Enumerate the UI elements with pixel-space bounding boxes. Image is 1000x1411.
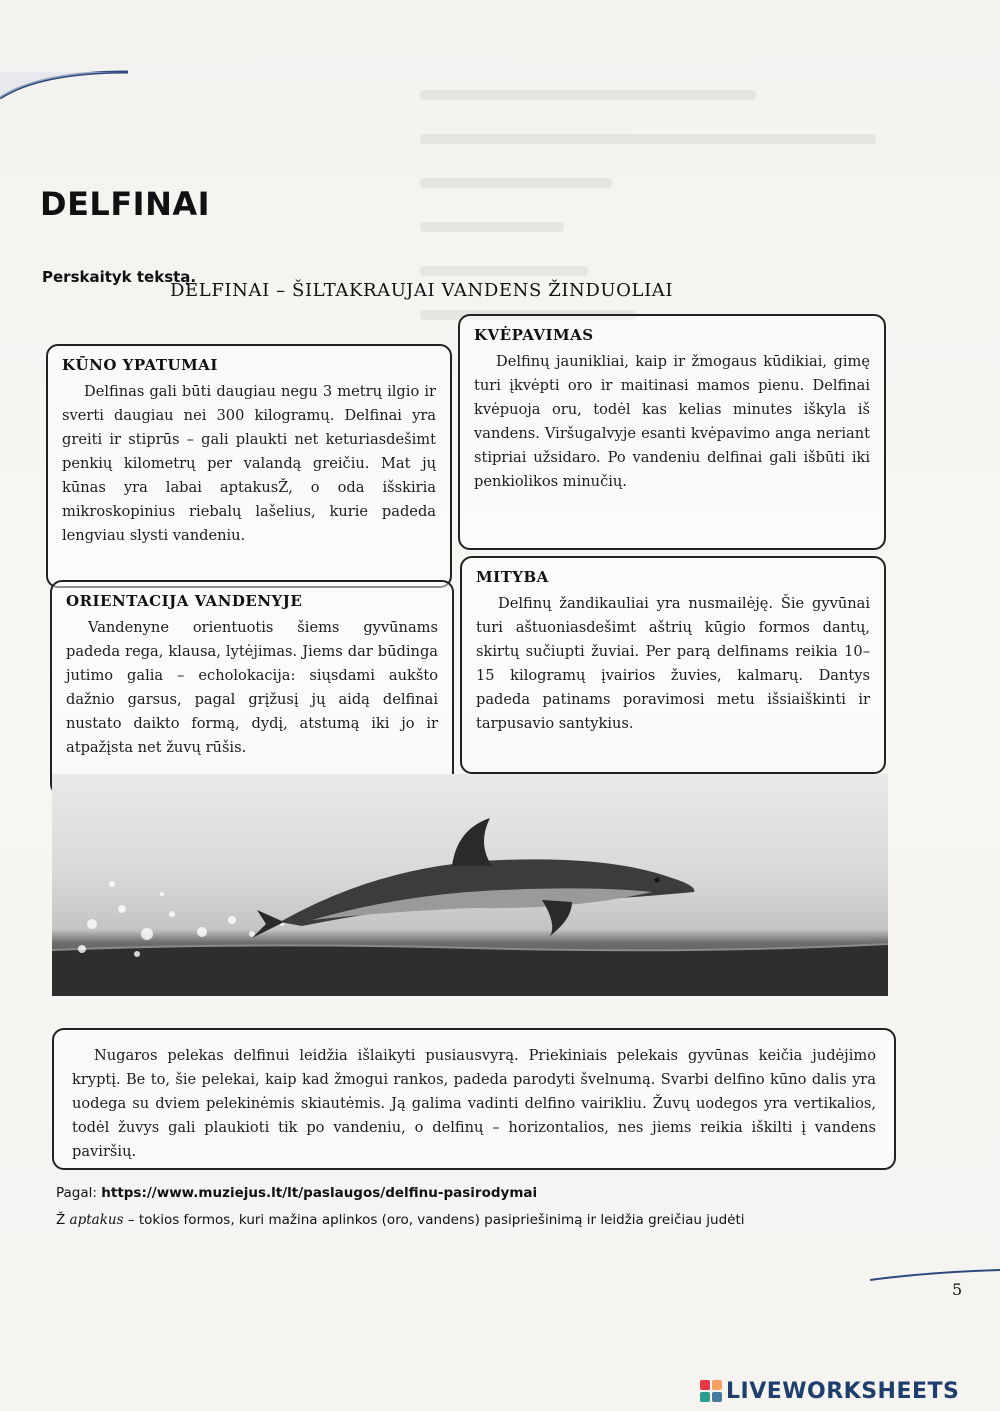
section-text: Vandenyne orientuotis šiems gyvūnams padeda rega, klausa, lytėjimas. Jiems dar būdinga jutimo galia – echolokacija: siųsdami aukšto dažnio garsus, pagal grįžusį jų aidą delfinai nustato daikto formą, dydį, atstumą iki jo ir atpažįsta net žuvų rūšis. xyxy=(66,619,438,756)
footnote xyxy=(56,1212,745,1228)
liveworksheets-logo[interactable] xyxy=(700,1378,959,1404)
section-heading: ORIENTACIJA VANDENYJE xyxy=(66,592,303,610)
section-text: Nugaros pelekas delfinui leidžia išlaikyti pusiausvyrą. Priekiniais pelekais gyvūnas keičia judėjimo kryptį. Be to, šie pelekai, kaip kad žmogui rankos, padeda parodyti švelnumą. Svarbi delfino kūno dalis yra uodega su dviem pelekinėmis skiautėmis. Ją galima vadinti delfino vairikliu. Žuvų uodegos yra vertikalios, todėl žuvys gali plaukioti tik po vandeniu, o delfinų – horizontalios, nes jiems reikia iškilti į vandens paviršių. xyxy=(72,1047,876,1160)
page-number: 5 xyxy=(952,1280,963,1299)
section-diet xyxy=(460,556,886,774)
text-subtitle: DELFINAI – ŠILTAKRAUJAI VANDENS ŽINDUOLIAI xyxy=(170,280,674,301)
section-fins xyxy=(52,1028,896,1170)
brand-text: LIVEWORKSHEETS xyxy=(726,1378,960,1404)
liveworksheets-icon xyxy=(700,1380,722,1402)
footnote-term: aptakus xyxy=(69,1212,124,1228)
page-title: DELFINAI xyxy=(40,185,211,223)
source-url[interactable]: https://www.muziejus.lt/lt/paslaugos/delfinu-pasirodymai xyxy=(101,1185,538,1201)
section-orientation xyxy=(50,580,454,796)
section-text: Delfinas gali būti daugiau negu 3 metrų ilgio ir sverti daugiau nei 300 kilogramų. Delfinai yra greiti ir stiprūs – gali plaukti net keturiasdešimt penkių kilometrų per valandą greičiu. Mat jų kūnas yra labai aptakusŽ, o oda išskiria mikroskopinius riebalų lašelius, kurie padeda lengviau slysti vandeniu. xyxy=(62,383,436,544)
page-corner-curve xyxy=(0,70,130,110)
section-body-features xyxy=(46,344,452,588)
dolphin-photo xyxy=(52,774,888,996)
section-text: Delfinų žandikauliai yra nusmailėję. Šie gyvūnai turi aštuoniasdešimt aštrių kūgio formos dantų, skirtų sučiupti žuviai. Per parą delfinams reikia 10–15 kilogramų įvairios žuvies, kalmarų. Dantys padeda patinams poravimosi metu išsiaiškinti ir tarpusavio santykius. xyxy=(476,595,870,732)
page-corner-line xyxy=(870,1266,1000,1296)
section-breathing xyxy=(458,314,886,550)
footnote-mark: Ž xyxy=(56,1212,66,1228)
section-text: Delfinų jaunikliai, kaip ir žmogaus kūdikiai, gimę turi įkvėpti oro ir maitinasi mamos pienu. Delfinai kvėpuoja oru, todėl kas kelias minutes iškyla iš vandens. Viršugalvyje esanti kvėpavimo anga neriant stipriai užsidaro. Po vandeniu delfinai gali išbūti iki penkiolikos minučių. xyxy=(474,353,870,490)
instruction: Perskaityk tekstą. xyxy=(42,268,197,286)
section-heading: KŪNO YPATUMAI xyxy=(62,356,218,374)
section-heading: MITYBA xyxy=(476,568,549,586)
source-line xyxy=(56,1185,537,1201)
section-heading: KVĖPAVIMAS xyxy=(474,326,594,344)
source-label: Pagal: xyxy=(56,1185,97,1201)
footnote-definition: – tokios formos, kuri mažina aplinkos (oro, vandens) pasipriešinimą ir leidžia greičiau judėti xyxy=(127,1212,745,1228)
dolphin-illustration xyxy=(52,774,888,996)
show-through-text xyxy=(420,90,900,350)
